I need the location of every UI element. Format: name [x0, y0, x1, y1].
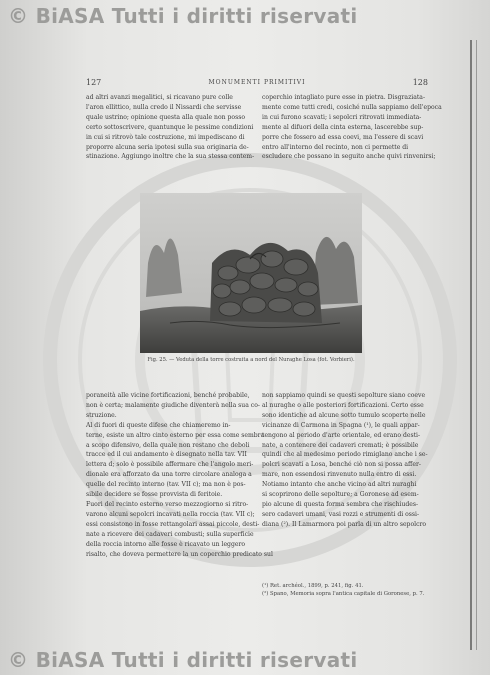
text-line: mente come tutti credi, cosiché nulla sappiamo dell'epoca: [262, 103, 442, 111]
watermark-top: © BiASA Tutti i diritti riservati: [8, 4, 358, 28]
text-line: essi consistono in fosse rettangolari assai piccole, desti-: [86, 520, 260, 528]
page-number-left: 127: [86, 78, 102, 87]
text-line: nate, a contenere dei cadaveri cremati; è possibile: [262, 441, 419, 449]
text-line: porre che fossero ad essa coevi, ma l'essere di scavi: [262, 133, 424, 141]
photo-image: [140, 193, 362, 353]
text-line: mente al difuori della cinta esterna, lascerebbe sup-: [262, 123, 424, 131]
text-line: l'aron ellittico, nulla credo il Nissardi che servisse: [86, 103, 242, 111]
text-line: Notiamo intanto che anche vicino ad altri nuraghi: [262, 481, 417, 489]
text-line: non sappiamo quindi se questi sepolture siano coeve: [262, 392, 426, 399]
text-line: mare, non essendosi rinvenuto nulla entro di essi.: [262, 471, 417, 479]
text-line: sero cadaveri umani, vasi rozzi e strumenti di ossi-: [262, 510, 420, 518]
text-line: nate a ricevere dei cadaveri combusti; sulla superficie: [86, 530, 254, 538]
text-line: tracce ed il cui andamento è disegnato nella tav. VII: [86, 451, 247, 459]
text-line: si scoprirono delle sepolture; a Goronese ad esem-: [262, 491, 419, 499]
running-header: [86, 78, 428, 90]
text-line: entro all'interno del recinto, non ci permette di: [262, 143, 409, 151]
running-title: MONUMENTI PRIMITIVI: [208, 79, 306, 86]
text-line: poraneità alle vicine fortificazioni, benché probabile,: [86, 392, 250, 399]
right-edge-rule: [470, 40, 472, 650]
text-line: pio alcune di questa forma sembra che rischiudes-: [262, 500, 419, 508]
nuraghe-tower-photo: [140, 193, 362, 353]
text-line: a scopo difensivo, della quale non restano che deboli: [86, 441, 250, 449]
text-line: Al di fuori di queste difese che chiameremo in-: [86, 421, 231, 429]
text-line: sono identiche ad alcune sotto tumulo scoperte nelle: [262, 411, 426, 419]
footnotes: [262, 582, 428, 598]
text-line: varono alcuni sepolcri incavati nella roccia (tav. VII c);: [86, 510, 255, 518]
text-line: ad altri avanzi megalitici, si ricavano pure colle: [86, 94, 233, 101]
text-line: stinazione. Aggiungo inoltre che la sua stessa contem-: [86, 153, 255, 161]
text-line: certo sottoscrivere, quantunque le pessime condizioni: [86, 123, 254, 131]
text-line: polcri scavati a Losa, benché ciò non si possa affer-: [262, 461, 421, 469]
page-number-right: 128: [412, 78, 428, 87]
text-line: quelle del recinto interno (tav. VII c); ma non è pos-: [86, 481, 246, 489]
text-line: quindi che al medesimo periodo rimiglano anche i se-: [262, 451, 428, 459]
column-top-right: [262, 93, 442, 162]
text-line: sibile decidere se fosse provvista di feritoie.: [86, 491, 223, 499]
text-line: quale ustrino; opinione questa alla quale non posso: [86, 113, 246, 121]
footnote: (²) Spano, Memoria sopra l'antica capitale di Goronese, p. 7.: [262, 591, 425, 597]
watermark-bottom: © BiASA Tutti i diritti riservati: [8, 648, 358, 672]
photo-caption: Fig. 25. — Veduta della torre costruita a nord del Nuraghe Losa (fot. Vorbieri).: [147, 357, 355, 363]
text-line: in cui si ritrovò tale costruzione, mi impediscano di: [86, 133, 245, 141]
text-line: lettera d; solo è possibile affermare che l'angolo meri-: [86, 461, 254, 469]
text-line: in cui furono scavati; i sepolcri ritrovati immediata-: [262, 113, 422, 121]
text-line: proporre alcuna seria ipotesi sulla sua originaria de-: [86, 143, 249, 151]
text-line: della roccia intorno alle fosse è ricavato un leggero: [86, 540, 246, 548]
text-line: escludere che possano in seguito anche quivi rinvenirsi;: [262, 153, 436, 161]
column-bottom-left: [86, 391, 273, 559]
text-line: terne, esiste un altro cinto esterno per essa come sembra: [86, 431, 265, 439]
right-edge-rule-thin: [476, 40, 477, 650]
text-line: diana (²). Il Lamarmora poi parla di un altro sepolcro: [262, 520, 427, 528]
text-line: Fuori del recinto esterno verso mezzogiorno si ritro-: [86, 500, 249, 508]
text-line: coperchio intagliato pure esse in pietra. Disgraziata-: [262, 94, 425, 101]
text-line: tengono al periodo d'arte orientale, ed erano desti-: [262, 431, 421, 439]
text-line: non è certa; malamente giudiche diventerà nella sua co-: [86, 401, 260, 409]
column-top-left: [86, 93, 255, 162]
footnote: (¹) Ret. archéol., 1899, p. 241, fig. 41.: [262, 583, 364, 589]
text-line: dionale era afforzato da una torre circolare analoga a: [86, 471, 252, 479]
column-bottom-right: [262, 391, 428, 530]
text-line: struzione.: [86, 411, 117, 419]
text-line: vicinanze di Carmona in Spagna (¹), le quali appar-: [262, 421, 420, 429]
text-line: risalto, che doveva permettere la un coperchio predicato sul: [86, 550, 273, 558]
text-line: al nuraghe o alle posteriori fortificazioni. Certo esse: [262, 401, 424, 409]
